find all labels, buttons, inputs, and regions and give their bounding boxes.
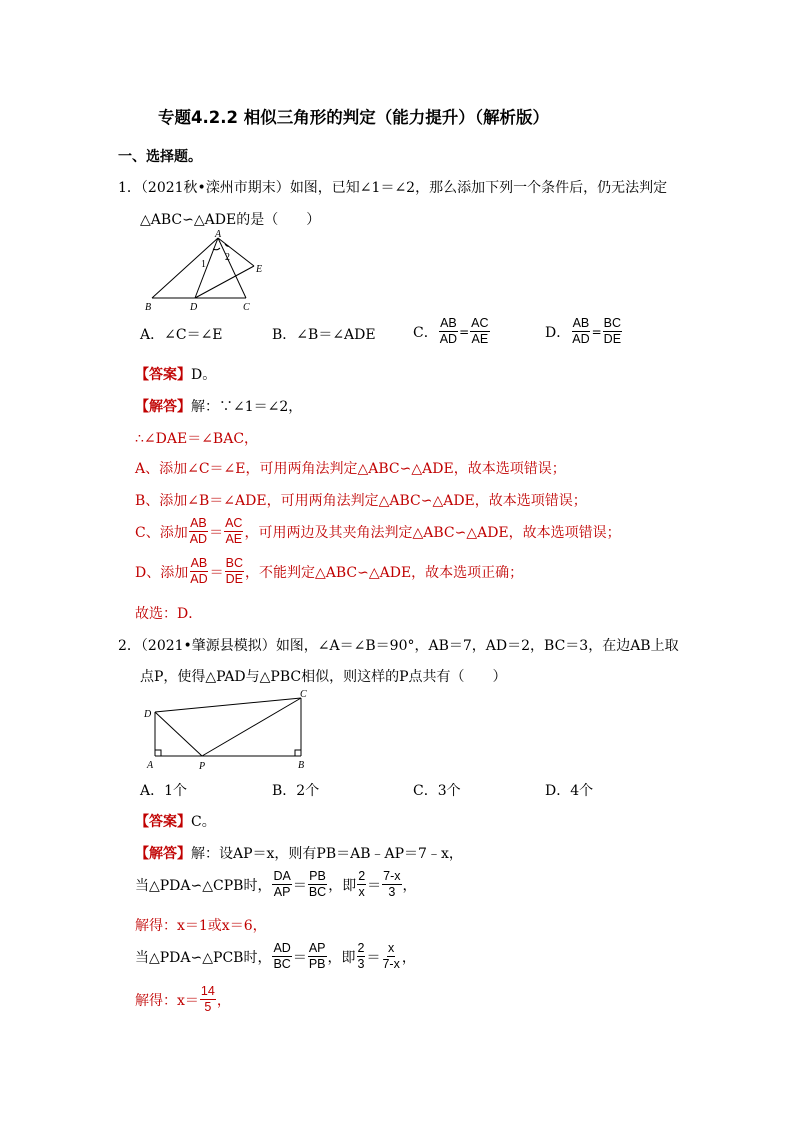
- q2-answer-value: C。: [191, 814, 216, 830]
- q1-option-a-text: ∠C＝∠E: [164, 327, 223, 343]
- q1-option-c-eq: =: [459, 324, 470, 339]
- q2-answer-tag: 【答案】: [135, 814, 191, 830]
- q2-edge-pc: [202, 698, 301, 756]
- page-title: 专题4.2.2 相似三角形的判定（能力提升）（解析版）: [158, 108, 549, 127]
- q1-solution-b: B、添加∠B＝∠ADE，可用两角法判定△ABC∽△ADE，故本选项错误；: [135, 493, 587, 509]
- q1-solution-c: C、添加 $\frac{AB}{AD}$ ＝ $\frac{AC}{AE}$ ，可用两边及其夹角法判定△ABC∽△ADE，故本选项错误；: [135, 516, 621, 546]
- q1-solution-d-frac1: $\frac{AB}{AD}$: [190, 556, 208, 586]
- q1-edge-ae: [218, 238, 254, 266]
- q2-label-p: P: [199, 761, 206, 772]
- q2-text: 如图，∠A＝∠B＝90°，AB＝7，AD＝2，BC＝3，在边AB上取: [275, 638, 679, 654]
- q1-number: 1．: [118, 180, 141, 196]
- q1-option-b-text: ∠B＝∠ADE: [296, 327, 376, 343]
- q2-source: （2021•肇源县模拟）: [140, 638, 276, 654]
- q1-label-b: B: [145, 302, 152, 313]
- q1-option-d-eq: =: [591, 324, 602, 339]
- q2-case1: 当△PDA∽△CPB时， $\frac{DA}{AP}$ ＝ $\frac{PB}{BC}$ ，即 $\frac{2}{x}$ ＝ $\frac{7-x}{3}$ ，: [135, 869, 417, 899]
- q2-case2: 当△PDA∽△PCB时， $\frac{AD}{BC}$ ＝ $\frac{AP}{PB}$ ，即 $\frac{2}{3}$ ＝ $\frac{x}{7-x}$ ，: [135, 941, 416, 971]
- q2-option-d[interactable]: D．4个: [545, 783, 594, 799]
- q1-answer-value: D。: [191, 367, 217, 383]
- q1-option-c-label: C．: [413, 324, 438, 341]
- q2-case2-frac3: $\frac{2}{3}$: [357, 941, 365, 971]
- q2-option-c[interactable]: C．3个: [413, 783, 461, 799]
- q2-solution-tag: 【解答】: [135, 846, 191, 862]
- q2-label-b: B: [298, 760, 305, 771]
- q1-figure: [140, 230, 270, 316]
- q1-option-d-frac2: $\frac{BC}{DE}$: [603, 316, 622, 346]
- q2-stem-line2: 点P，使得△PAD与△PBC相似，则这样的P点共有（ ）: [140, 669, 507, 685]
- q2-solution-intro: 解：设AP＝x，则有PB＝AB﹣AP＝7﹣x，: [191, 846, 463, 862]
- q2-stem-line1: [118, 635, 679, 655]
- q1-label-d: D: [190, 302, 198, 313]
- q2-label-a: A: [147, 760, 154, 771]
- q1-label-2: 2: [225, 252, 230, 263]
- q2-option-a[interactable]: A．1个: [140, 783, 188, 799]
- q1-edge-ac: [218, 238, 246, 298]
- q1-solution-a: A、添加∠C＝∠E，可用两角法判定△ABC∽△ADE，故本选项错误；: [135, 461, 566, 477]
- q1-edge-ab: [152, 238, 218, 298]
- q1-option-d-frac1: $\frac{AB}{AD}$: [572, 316, 590, 346]
- q1-label-e: E: [256, 264, 263, 275]
- q1-stem-line2: △ABC∽△ADE的是（ ）: [140, 212, 321, 228]
- q1-option-d[interactable]: [545, 316, 623, 347]
- q1-answer-tag: 【答案】: [135, 367, 191, 383]
- q1-label-1: 1: [201, 259, 206, 270]
- q1-option-a[interactable]: [140, 324, 223, 344]
- q2-case1-frac4: $\frac{7-x}{3}$: [383, 869, 401, 899]
- q1-source: （2021秋•滦州市期末）: [140, 180, 290, 196]
- q1-option-c-frac2: $\frac{AC}{AE}$: [471, 316, 489, 346]
- q1-answer: [135, 364, 216, 384]
- q2-label-d: D: [144, 709, 152, 720]
- q2-option-b[interactable]: B．2个: [272, 783, 320, 799]
- q2-label-c: C: [300, 689, 307, 700]
- q2-solution-line1: [135, 843, 463, 863]
- q1-option-d-label: D．: [545, 324, 571, 341]
- q1-solution-c-frac2: $\frac{AC}{AE}$: [225, 516, 243, 546]
- q1-option-c-frac1: $\frac{AB}{AD}$: [439, 316, 458, 346]
- q2-case2-frac4: $\frac{x}{7-x}$: [382, 941, 400, 971]
- q2-answer: [135, 811, 216, 831]
- q1-solution-line2: ∴∠DAE＝∠BAC，: [135, 431, 259, 447]
- q2-edge-dc: [155, 698, 301, 712]
- q1-option-b[interactable]: [272, 324, 376, 344]
- q2-right-angle-b: [295, 750, 301, 756]
- q1-label-c: C: [243, 302, 250, 313]
- section-heading: 一、选择题。: [118, 149, 202, 165]
- q1-solution-d: D、添加 $\frac{AB}{AD}$ ＝ $\frac{BC}{DE}$ ，不能判定△ABC∽△ADE，故本选项正确；: [135, 556, 524, 586]
- q2-case2-frac1: $\frac{AD}{BC}$: [273, 941, 291, 971]
- q2-number: 2．: [118, 638, 141, 654]
- q1-solution-line1: [135, 396, 302, 416]
- q2-solution-2: 解得：x＝ $\frac{14}{5}$ ，: [135, 984, 231, 1014]
- q2-case1-frac2: $\frac{PB}{BC}$: [308, 869, 327, 899]
- q2-right-angle-a: [155, 750, 161, 756]
- q2-case1-frac1: $\frac{DA}{AP}$: [273, 869, 291, 899]
- q2-edge-dp: [155, 712, 202, 756]
- q1-option-a-label: A．: [140, 327, 165, 343]
- q2-case1-frac3: $\frac{2}{x}$: [358, 869, 366, 899]
- q2-case2-frac2: $\frac{AP}{PB}$: [308, 941, 326, 971]
- q1-option-c[interactable]: [413, 316, 491, 347]
- q1-solution-c-frac1: $\frac{AB}{AD}$: [189, 516, 208, 546]
- q1-edge-de: [195, 266, 254, 298]
- q1-text: 如图，已知∠1＝∠2，那么添加下列一个条件后，仍无法判定: [289, 180, 668, 196]
- q1-edge-ad: [195, 238, 218, 298]
- q1-label-a: A: [215, 230, 222, 240]
- q1-choose: 故选：D．: [135, 606, 203, 622]
- q1-solution-intro: 解：∵∠1＝∠2，: [191, 399, 303, 415]
- q2-figure: [140, 688, 315, 772]
- q2-solution-2-frac: $\frac{14}{5}$: [200, 984, 215, 1014]
- q2-solution-1: 解得：x＝1或x＝6，: [135, 918, 267, 934]
- q1-stem-line1: [118, 177, 667, 197]
- q1-solution-d-frac2: $\frac{BC}{DE}$: [225, 556, 243, 586]
- q1-solution-tag: 【解答】: [135, 399, 191, 415]
- q1-option-b-label: B．: [272, 327, 297, 343]
